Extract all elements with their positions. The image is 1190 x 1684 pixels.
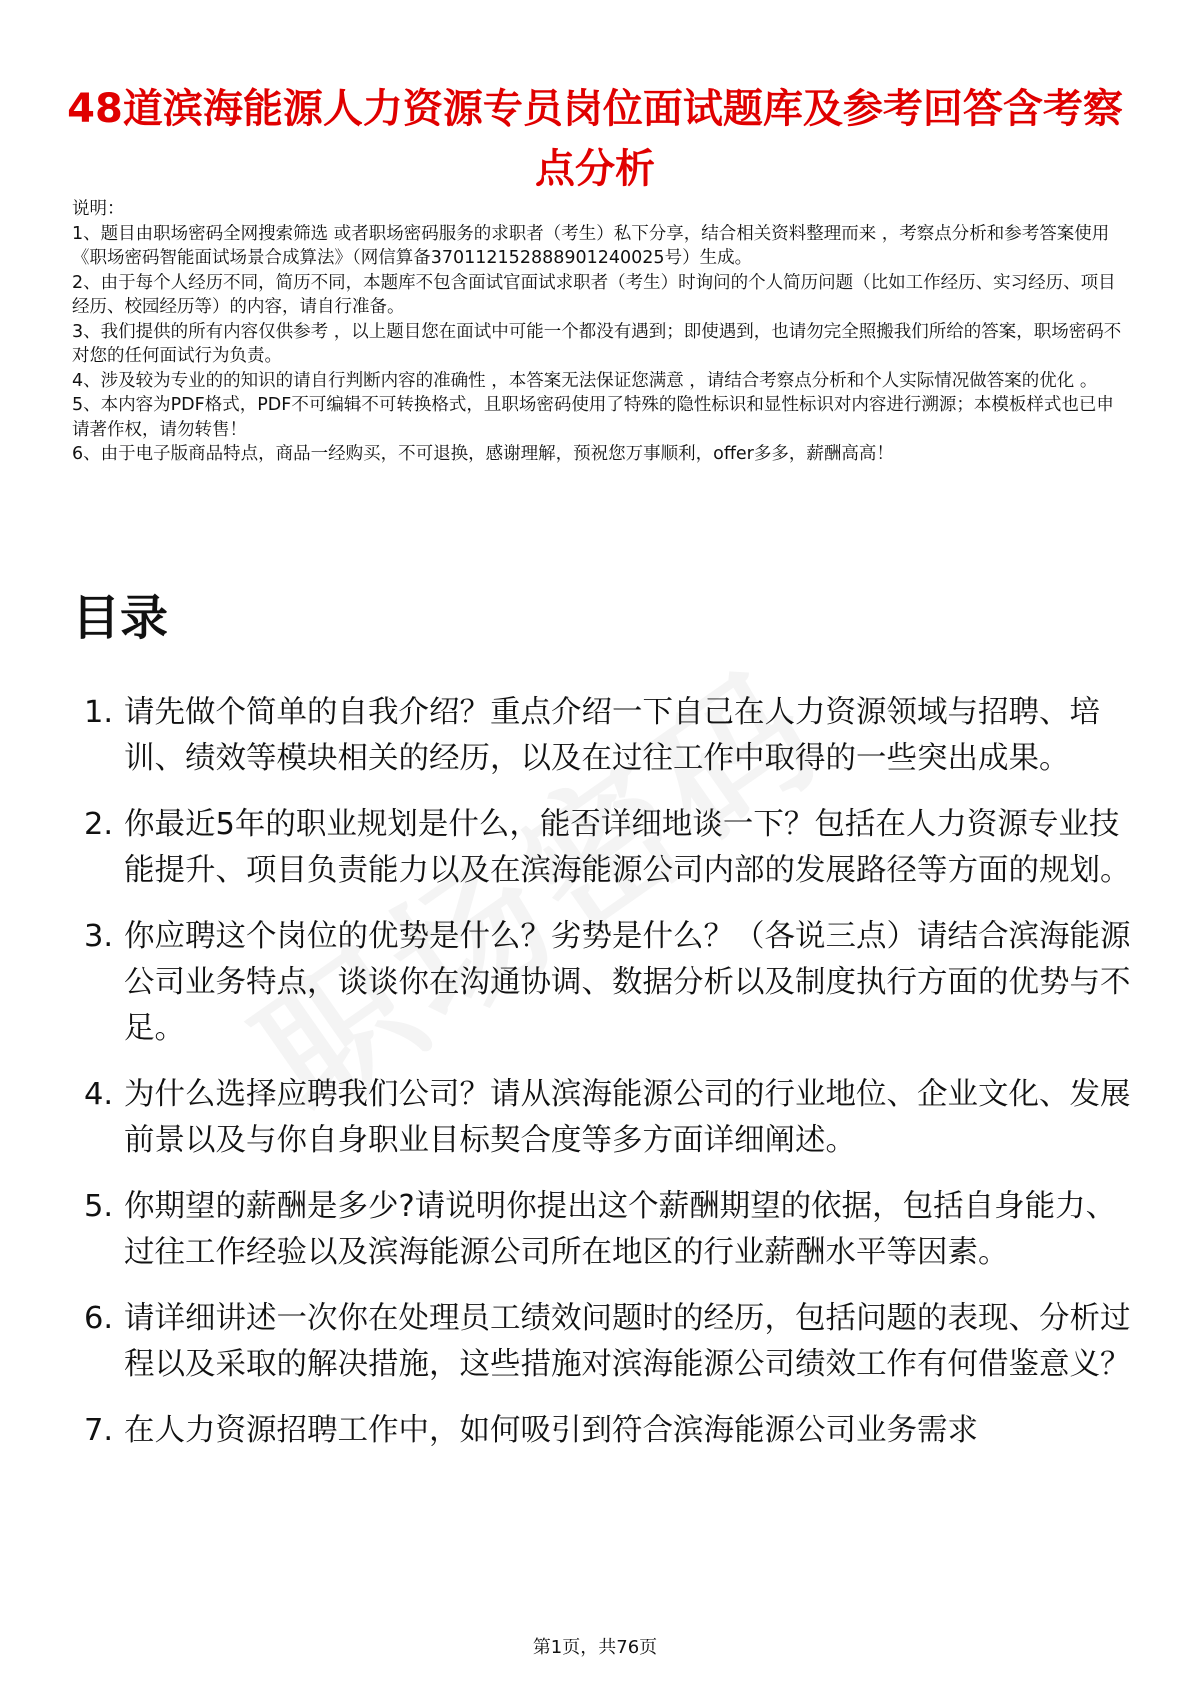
question-item: [72, 1072, 1132, 1164]
question-text: 在人力资源招聘工作中，如何吸引到符合滨海能源公司业务需求: [124, 1413, 978, 1448]
note-item: 6、由于电子版商品特点，商品一经购买，不可退换，感谢理解，预祝您万事顺利，offer多多，薪酬高高！: [72, 444, 894, 464]
notes-heading: 说明：: [72, 199, 125, 219]
question-number: 4.: [84, 1077, 114, 1112]
question-number: 2.: [84, 807, 114, 842]
question-item: [72, 1296, 1132, 1388]
question-item: [72, 802, 1132, 894]
question-number: 6.: [84, 1301, 114, 1336]
note-item: 1、题目由职场密码全网搜索筛选 或者职场密码服务的求职者（考生）私下分享，结合相关资料整理而来 ，考察点分析和参考答案使用《职场密码智能面试场景合成算法》（网信算备370112152888901240025号）生成。: [72, 223, 1110, 268]
question-text: 你最近5年的职业规划是什么，能否详细地谈一下？包括在人力资源专业技能提升、项目负责能力以及在滨海能源公司内部的发展路径等方面的规划。: [124, 807, 1131, 888]
question-item: [72, 1408, 1132, 1454]
question-text: 为什么选择应聘我们公司？请从滨海能源公司的行业地位、企业文化、发展前景以及与你自身职业目标契合度等多方面详细阐述。: [124, 1077, 1131, 1158]
question-number: 1.: [84, 695, 114, 730]
page-footer: 第1页，共76页: [532, 1637, 658, 1658]
notes-section: [72, 197, 1122, 467]
note-item: 5、本内容为PDF格式，PDF不可编辑不可转换格式，且职场密码使用了特殊的隐性标识和显性标识对内容进行溯源；本模板样式也已申请著作权，请勿转售！: [72, 395, 1114, 440]
note-item: 2、由于每个人经历不同，简历不同，本题库不包含面试官面试求职者（考生）时询问的个人简历问题（比如工作经历、实习经历、项目经历、校园经历等）的内容，请自行准备。: [72, 272, 1116, 317]
question-text: 你期望的薪酬是多少?请说明你提出这个薪酬期望的依据，包括自身能力、过往工作经验以及滨海能源公司所在地区的行业薪酬水平等因素。: [124, 1189, 1117, 1270]
document-title: 48道滨海能源人力资源专员岗位面试题库及参考回答含考察点分析: [67, 85, 1123, 192]
question-item: [72, 914, 1132, 1052]
toc-heading: 目录: [72, 590, 169, 646]
question-text: 请详细讲述一次你在处理员工绩效问题时的经历，包括问题的表现、分析过程以及采取的解决措施，这些措施对滨海能源公司绩效工作有何借鉴意义？: [124, 1301, 1131, 1382]
question-number: 3.: [84, 919, 114, 954]
question-list: [72, 690, 1132, 1474]
note-item: 4、涉及较为专业的的知识的请自行判断内容的准确性 ，本答案无法保证您满意 ，请结合考察点分析和个人实际情况做答案的优化 。: [72, 370, 1098, 391]
question-number: 5.: [84, 1189, 114, 1224]
question-number: 7.: [84, 1413, 114, 1448]
question-item: [72, 1184, 1132, 1276]
question-text: 你应聘这个岗位的优势是什么？劣势是什么？（各说三点）请结合滨海能源公司业务特点，谈谈你在沟通协调、数据分析以及制度执行方面的优势与不足。: [124, 919, 1131, 1046]
question-item: [72, 690, 1132, 782]
note-item: 3、我们提供的所有内容仅供参考 ，以上题目您在面试中可能一个都没有遇到；即使遇到，也请勿完全照搬我们所给的答案，职场密码不对您的任何面试行为负责。: [72, 321, 1122, 366]
question-text: 请先做个简单的自我介绍？重点介绍一下自己在人力资源领域与招聘、培训、绩效等模块相关的经历，以及在过往工作中取得的一些突出成果。: [124, 695, 1100, 776]
